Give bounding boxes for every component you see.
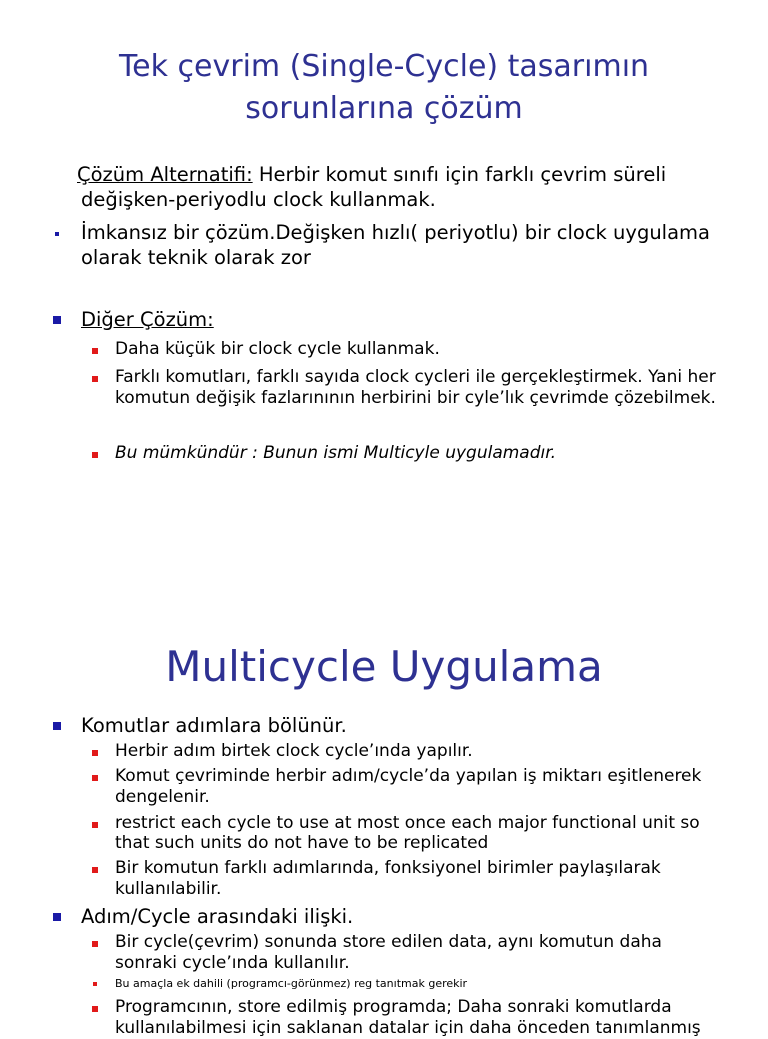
impossible-solution-text: İmkansız bir çözüm.Değişken hızlı( periyotlu) bir clock uygulama <box>81 221 710 244</box>
alt-solution-text-cont: değişken-periyodlu clock kullanmak. <box>81 188 436 211</box>
sub-bullet-text-cont: kullanılabilir. <box>115 879 222 899</box>
red-bullet-icon <box>92 822 98 828</box>
sub-bullet-text-cont: kullanılabilmesi için saklanan datalar için daha önceden tanımlanmış <box>115 1018 701 1038</box>
red-bullet-icon <box>92 775 98 781</box>
sub-bullet-text-cont: komutun değişik fazlarınının herbirini bir cyle’lık çevrimde çözebilmek. <box>115 388 716 408</box>
square-bullet-icon <box>53 722 61 730</box>
impossible-solution-text-cont: olarak teknik olarak zor <box>81 246 311 269</box>
sub-bullet-text: Bir komutun farklı adımlarında, fonksiyonel birimler paylaşılarak <box>115 858 661 878</box>
red-bullet-icon <box>92 750 98 756</box>
small-note-text: Bu amaçla ek dahili (programcı-görünmez) reg tanıtmak gerekir <box>115 977 468 990</box>
sub-bullet-text-cont: dengelenir. <box>115 787 210 807</box>
red-bullet-icon <box>92 348 98 354</box>
sub-bullet-text: restrict each cycle to use at most once each major functional unit so <box>115 813 700 833</box>
bullet-text: Adım/Cycle arasındaki ilişki. <box>81 905 354 928</box>
red-bullet-icon <box>92 376 98 382</box>
sub-bullet-text-italic: Bu mümkündür : Bunun ismi Multicyle uygulamadır. <box>115 443 557 463</box>
square-bullet-icon <box>53 316 61 324</box>
red-bullet-icon <box>92 867 98 873</box>
red-bullet-icon <box>93 982 97 986</box>
alt-solution-label: Çözüm Alternatifi: <box>77 163 253 186</box>
sub-bullet-text-cont: that such units do not have to be replicated <box>115 833 489 853</box>
sub-bullet-text: Bir cycle(çevrim) sonunda store edilen data, aynı komutun daha <box>115 932 662 952</box>
sub-bullet-text: Herbir adım birtek clock cycle’ında yapılır. <box>115 741 473 761</box>
other-solution-label: Diğer Çözüm: <box>81 308 214 331</box>
sub-bullet-text-cont: sonraki cycle’ında kullanılır. <box>115 953 350 973</box>
square-bullet-icon <box>55 232 59 236</box>
slide-title: Tek çevrim (Single-Cycle) tasarımın sorunlarına çözüm <box>118 49 650 126</box>
sub-bullet-text: Programcının, store edilmiş programda; Daha sonraki komutlarda <box>115 997 672 1017</box>
alt-solution-text: Herbir komut sınıfı için farklı çevrim süreli <box>252 163 667 186</box>
red-bullet-icon <box>92 1006 98 1012</box>
slide-title: Multicycle Uygulama <box>165 642 603 691</box>
sub-bullet-text: Komut çevriminde herbir adım/cycle’da yapılan iş miktarı eşitlenerek <box>115 766 702 786</box>
alt-solution-line <box>77 163 666 187</box>
slide-multicycle <box>0 600 768 1038</box>
square-bullet-icon <box>53 913 61 921</box>
red-bullet-icon <box>92 452 98 458</box>
red-bullet-icon <box>92 941 98 947</box>
sub-bullet-text: Farklı komutları, farklı sayıda clock cycleri ile gerçekleştirmek. Yani her <box>115 367 716 387</box>
sub-bullet-text: Daha küçük bir clock cycle kullanmak. <box>115 339 440 359</box>
bullet-text: Komutlar adımlara bölünür. <box>81 714 347 737</box>
